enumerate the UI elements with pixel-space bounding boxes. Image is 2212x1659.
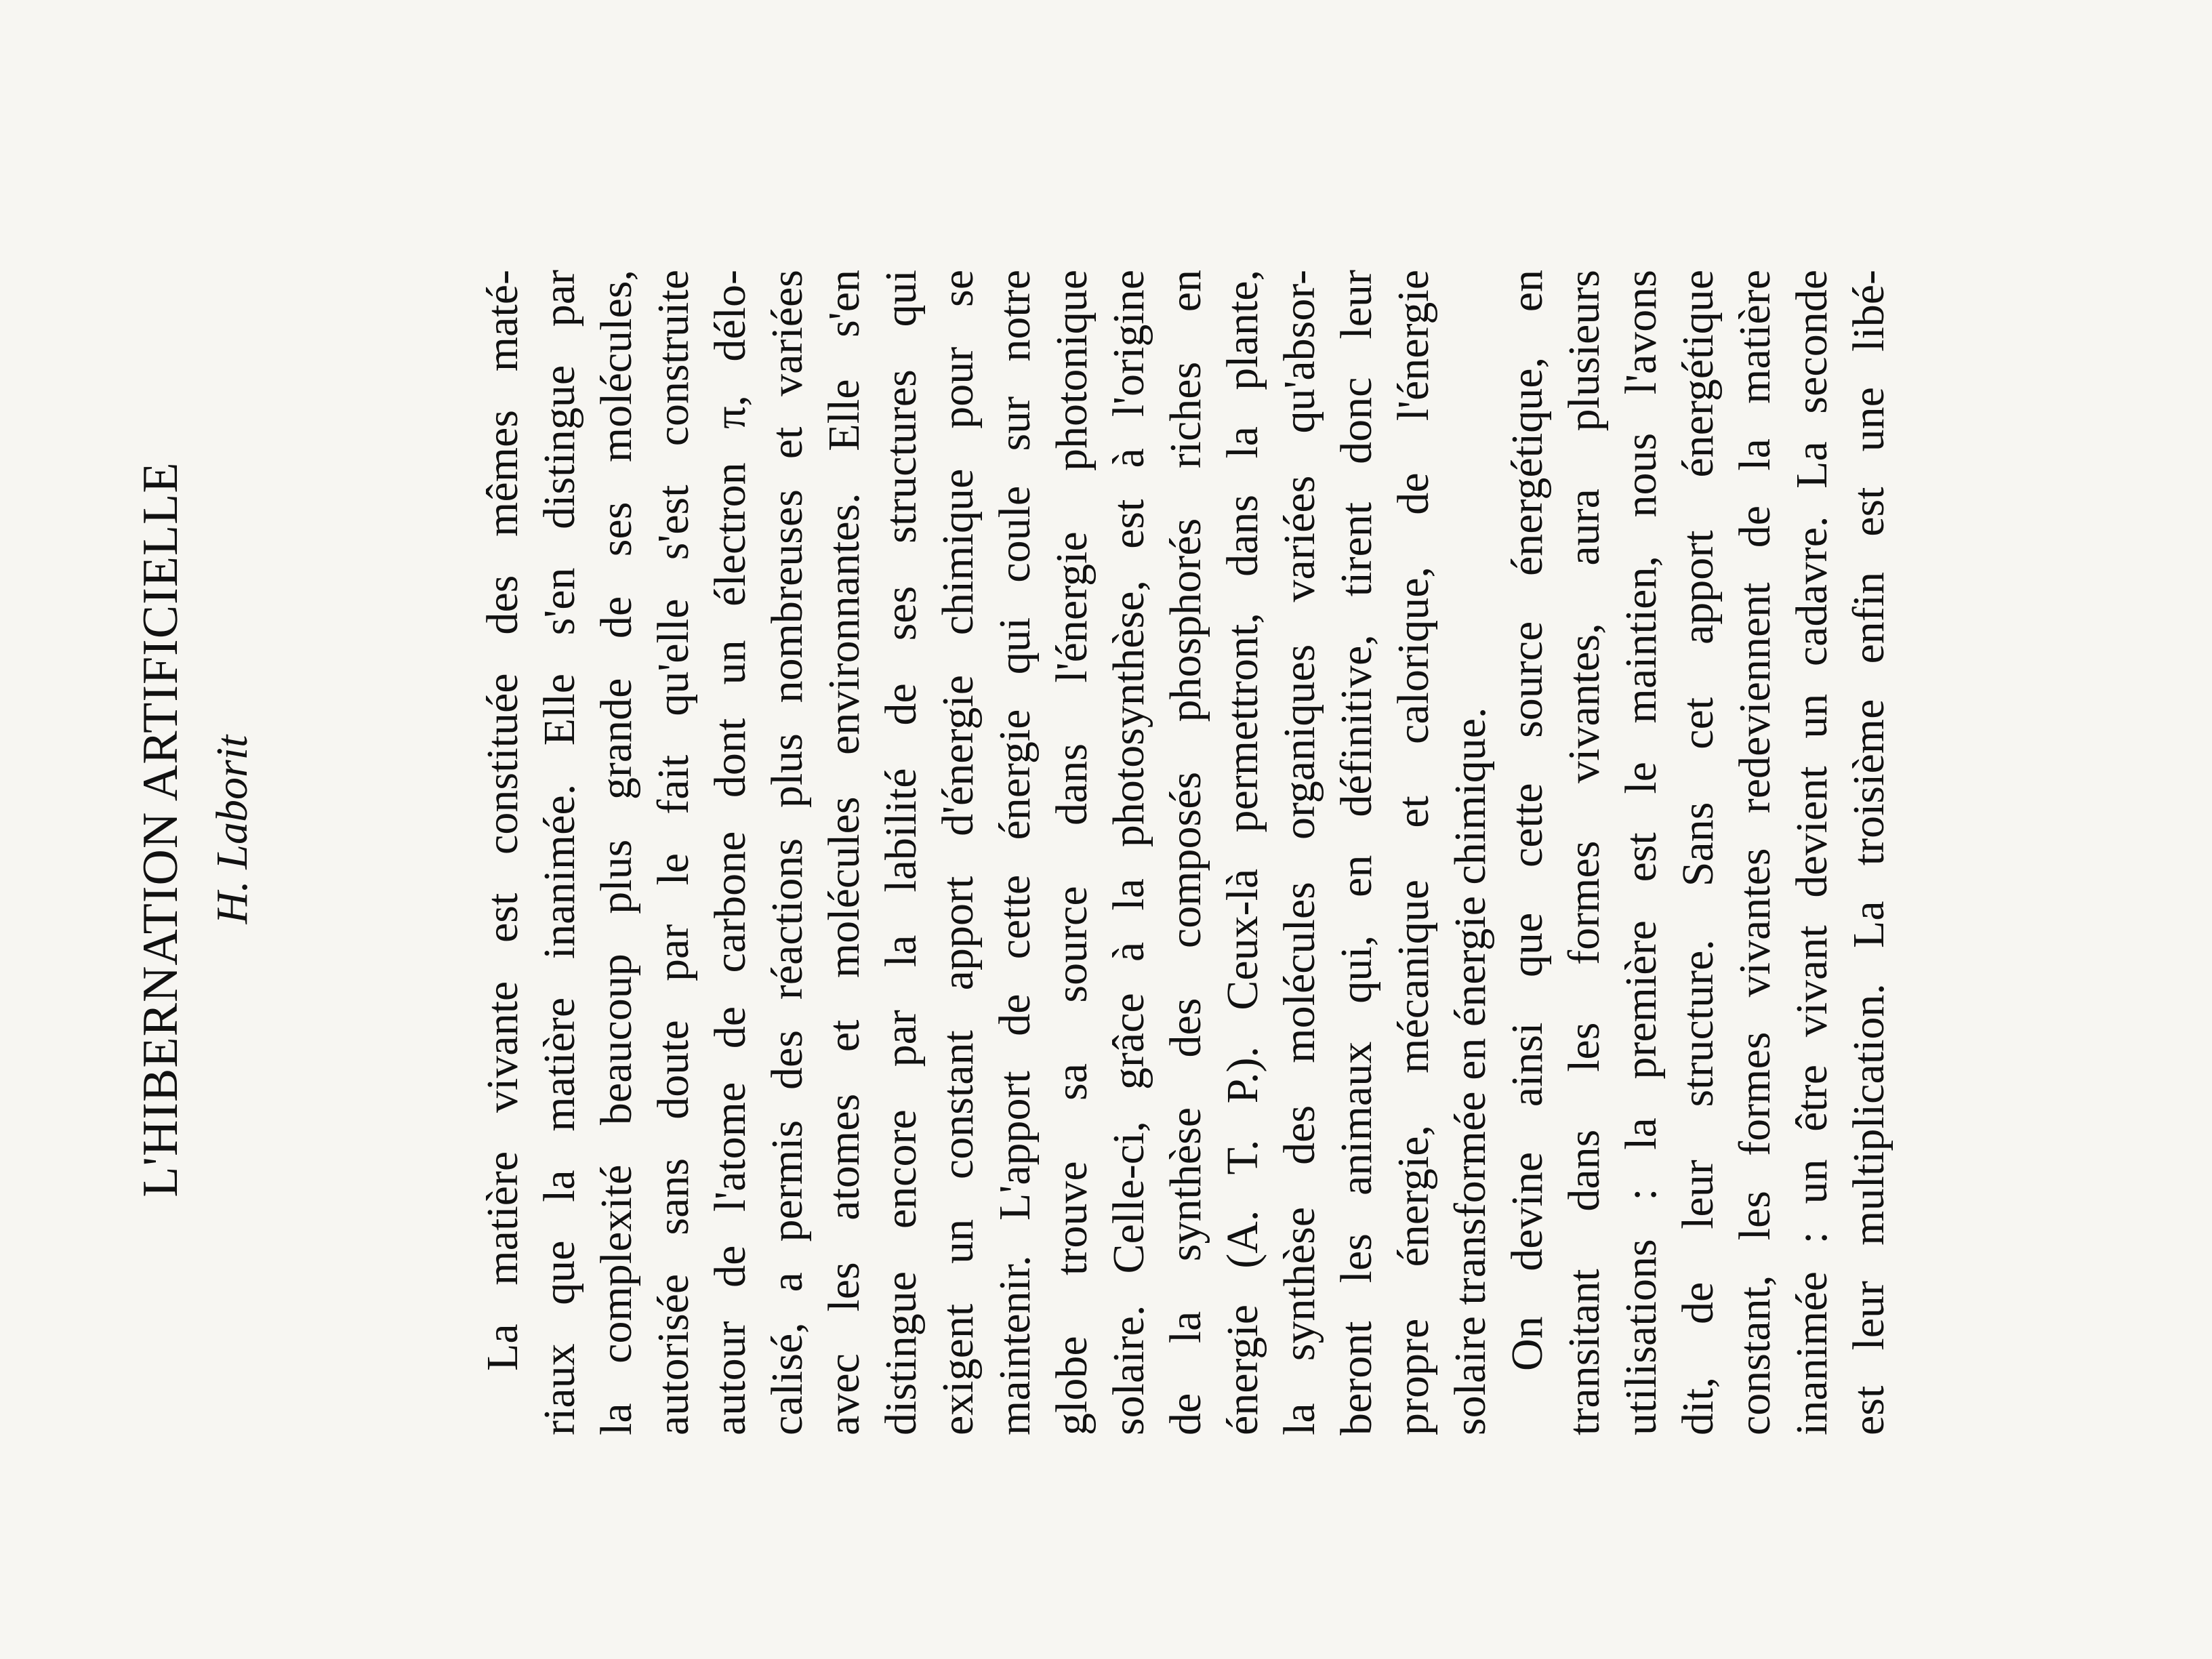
article-body (474, 270, 1898, 1435)
text-line: constant, les formes vivantes redeviennent de la matière (1730, 270, 1780, 1435)
text-line: est leur multiplication. La troisième enfin est une libé- (1844, 270, 1893, 1435)
text-line: distingue encore par la labilité de ses structures qui (876, 270, 926, 1435)
text-line: la synthèse des molécules organiques variées qu'absor- (1275, 270, 1324, 1435)
text-line: la complexité beaucoup plus grande de ses molécules, (592, 270, 641, 1435)
text-line: autorisée sans doute par le fait qu'elle s'est construite (649, 270, 698, 1435)
text-line: autour de l'atome de carbone dont un électron π, délo- (705, 270, 755, 1435)
text-line: propre énergie, mécanique et calorique, de l'énergie (1389, 270, 1438, 1435)
text-line: On devine ainsi que cette source énergétique, en (1502, 270, 1552, 1371)
text-line: inanimée : un être vivant devient un cadavre. La seconde (1787, 270, 1837, 1435)
text-line: dit, de leur structure. Sans cet apport énergétique (1673, 270, 1723, 1435)
text-line: énergie (A. T. P.). Ceux-là permettront, dans la plante, (1218, 270, 1267, 1435)
text-line: solaire. Celle-ci, grâce à la photosynthèse, est à l'origine (1104, 270, 1153, 1435)
text-line: avec les atomes et molécules environnantes. Elle s'en (819, 270, 869, 1435)
text-line: exigent un constant apport d'énergie chimique pour se (933, 270, 983, 1435)
text-line: calisé, a permis des réactions plus nombreuses et variées (762, 270, 812, 1435)
text-line: riaux que la matière inanimée. Elle s'en distingue par (535, 270, 584, 1435)
text-line: maintenir. L'apport de cette énergie qui coule sur notre (990, 270, 1040, 1435)
text-line: solaire transformée en énergie chimique. (1446, 707, 1495, 1435)
article-author: H. Laborit (207, 735, 257, 924)
article-title: L'HIBERNATION ARTIFICIELLE (133, 462, 188, 1197)
text-line: de la synthèse des composés phosphorés riches en (1161, 270, 1210, 1435)
text-line: transitant dans les formes vivantes, aura plusieurs (1559, 270, 1609, 1435)
text-line: utilisations : la première est le maintien, nous l'avons (1616, 270, 1666, 1435)
text-line: globe trouve sa source dans l'énergie photonique (1047, 270, 1097, 1435)
text-line: La matière vivante est constituée des mêmes maté- (478, 270, 527, 1371)
text-line: beront les animaux qui, en définitive, tirent donc leur (1332, 270, 1381, 1435)
